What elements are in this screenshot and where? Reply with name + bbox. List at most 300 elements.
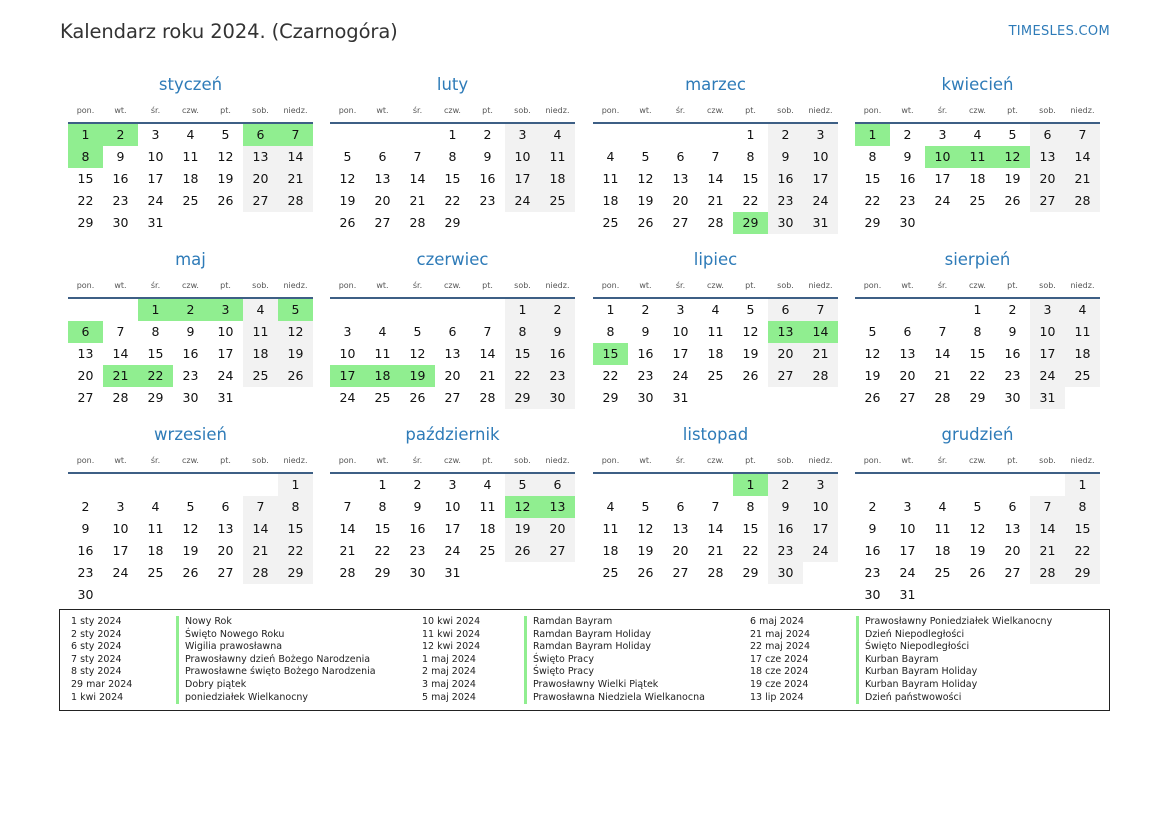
day-cell: 24 — [934, 193, 951, 208]
day-cell: 14 — [707, 521, 724, 536]
weekday-label: czw. — [444, 281, 461, 290]
weekend-day-cell: 19 — [278, 343, 313, 365]
weekend-day-cell: 3 — [1030, 299, 1065, 321]
day-grid — [330, 124, 575, 234]
month-name: październik — [405, 425, 500, 444]
day-cell: 1 — [378, 477, 387, 492]
weekend-day-cell: 24 — [505, 190, 540, 212]
day-grid — [68, 474, 313, 606]
empty-cell — [628, 124, 663, 146]
day-cell: 15 — [374, 521, 391, 536]
day-cell: 24 — [112, 565, 129, 580]
day-cell: 24 — [444, 543, 461, 558]
day-grid — [593, 474, 838, 584]
day-cell: 19 — [1004, 171, 1021, 186]
legend-item — [750, 692, 1169, 705]
legend-date: 12 kwi 2024 — [422, 641, 481, 653]
weekend-day-cell: 27 — [540, 540, 575, 562]
day-cell: 3 — [448, 477, 457, 492]
weekday-label: śr. — [150, 456, 161, 465]
day-cell: 16 — [112, 171, 129, 186]
day-cell: 25 — [934, 565, 951, 580]
day-cell: 6 — [378, 149, 387, 164]
legend-item — [750, 616, 1169, 629]
day-grid — [593, 299, 838, 409]
weekday-label: śr. — [937, 281, 948, 290]
day-cell: 8 — [746, 499, 755, 514]
weekday-label: czw. — [707, 106, 724, 115]
legend-holiday-name: Ramdan Bayram — [524, 616, 612, 629]
legend-holiday-name: Prawosławny Poniedziałek Wielkanocny — [856, 616, 1052, 629]
day-cell: 28 — [707, 215, 724, 230]
weekend-day-cell: 28 — [1065, 190, 1100, 212]
day-cell: 16 — [77, 543, 94, 558]
weekday-header — [68, 104, 313, 124]
weekday-label: śr. — [150, 281, 161, 290]
day-cell: 26 — [637, 215, 654, 230]
day-cell: 2 — [483, 127, 492, 142]
empty-cell — [138, 474, 173, 496]
day-cell: 20 — [899, 368, 916, 383]
day-cell: 15 — [444, 171, 461, 186]
weekend-day-cell: 11 — [1065, 321, 1100, 343]
weekday-label: pon. — [338, 106, 357, 115]
weekday-label: niedz. — [808, 281, 833, 290]
day-cell: 13 — [77, 346, 94, 361]
month-name: listopad — [682, 425, 749, 444]
day-cell: 2 — [868, 499, 877, 514]
empty-cell — [365, 124, 400, 146]
month-name: czerwiec — [416, 250, 489, 269]
empty-cell — [400, 299, 435, 321]
weekend-day-cell: 27 — [768, 365, 803, 387]
weekday-label: niedz. — [545, 281, 570, 290]
weekday-label: sob. — [514, 281, 531, 290]
legend-holiday-name: Święto Pracy — [524, 666, 594, 679]
day-cell: 6 — [676, 149, 685, 164]
day-cell: 16 — [1004, 346, 1021, 361]
day-cell: 13 — [444, 346, 461, 361]
day-cell: 28 — [409, 215, 426, 230]
weekday-label: pt. — [745, 106, 756, 115]
day-cell: 11 — [479, 499, 496, 514]
weekday-header — [593, 454, 838, 474]
day-cell: 12 — [742, 324, 759, 339]
weekday-label: czw. — [182, 281, 199, 290]
legend-date: 8 sty 2024 — [71, 666, 122, 678]
day-cell: 28 — [112, 390, 129, 405]
day-cell: 20 — [217, 543, 234, 558]
weekday-label: niedz. — [808, 106, 833, 115]
weekday-label: śr. — [675, 456, 686, 465]
weekend-day-cell: 13 — [243, 146, 278, 168]
legend-holiday-name: Ramdan Bayram Holiday — [524, 629, 651, 642]
day-cell: 26 — [969, 565, 986, 580]
day-cell: 7 — [116, 324, 125, 339]
day-cell: 8 — [448, 149, 457, 164]
legend-item — [71, 629, 447, 642]
day-cell: 10 — [112, 521, 129, 536]
day-cell: 30 — [637, 390, 654, 405]
holiday-day-cell: 5 — [278, 299, 313, 321]
day-cell: 18 — [707, 346, 724, 361]
weekend-day-cell: 23 — [768, 190, 803, 212]
weekend-day-cell: 21 — [278, 168, 313, 190]
weekday-label: sob. — [252, 456, 269, 465]
legend-item — [750, 666, 1169, 679]
day-cell: 26 — [409, 390, 426, 405]
day-cell: 21 — [707, 543, 724, 558]
day-cell: 2 — [81, 499, 90, 514]
day-cell: 2 — [903, 127, 912, 142]
day-cell: 16 — [479, 171, 496, 186]
empty-cell — [365, 299, 400, 321]
weekday-label: czw. — [969, 456, 986, 465]
legend-item — [71, 679, 447, 692]
legend-date: 22 maj 2024 — [750, 641, 811, 653]
day-cell: 24 — [339, 390, 356, 405]
empty-cell — [243, 474, 278, 496]
day-cell: 18 — [602, 543, 619, 558]
day-cell: 29 — [864, 215, 881, 230]
day-cell: 5 — [641, 499, 650, 514]
weekday-header — [855, 454, 1100, 474]
weekend-day-cell: 10 — [803, 146, 838, 168]
month-block — [330, 248, 575, 409]
day-grid — [855, 299, 1100, 409]
day-cell: 3 — [343, 324, 352, 339]
day-cell: 9 — [483, 149, 492, 164]
month-name: sierpień — [944, 250, 1011, 269]
holiday-day-cell: 7 — [278, 124, 313, 146]
day-cell: 3 — [116, 499, 125, 514]
day-cell: 1 — [746, 127, 755, 142]
day-cell: 19 — [182, 543, 199, 558]
weekday-label: pon. — [76, 456, 95, 465]
weekend-day-cell: 29 — [278, 562, 313, 584]
day-cell: 14 — [934, 346, 951, 361]
day-cell: 16 — [637, 346, 654, 361]
day-cell: 9 — [413, 499, 422, 514]
day-cell: 5 — [868, 324, 877, 339]
weekday-label: wt. — [376, 281, 389, 290]
day-cell: 30 — [182, 390, 199, 405]
weekday-label: pt. — [1007, 281, 1018, 290]
day-cell: 12 — [409, 346, 426, 361]
weekday-label: sob. — [252, 106, 269, 115]
weekday-header — [68, 279, 313, 299]
empty-cell — [890, 299, 925, 321]
legend-item — [71, 654, 447, 667]
holiday-day-cell: 19 — [400, 365, 435, 387]
day-cell: 8 — [868, 149, 877, 164]
day-cell: 1 — [448, 127, 457, 142]
weekend-day-cell: 8 — [1065, 496, 1100, 518]
weekday-label: pt. — [1007, 456, 1018, 465]
weekday-label: wt. — [639, 106, 652, 115]
weekday-label: niedz. — [283, 106, 308, 115]
weekend-day-cell: 9 — [768, 146, 803, 168]
day-cell: 23 — [864, 565, 881, 580]
day-cell: 22 — [602, 368, 619, 383]
empty-cell — [925, 299, 960, 321]
day-cell: 31 — [444, 565, 461, 580]
day-cell: 23 — [112, 193, 129, 208]
day-cell: 23 — [479, 193, 496, 208]
day-cell: 9 — [81, 521, 90, 536]
weekend-day-cell: 2 — [768, 124, 803, 146]
day-cell: 10 — [339, 346, 356, 361]
weekday-label: pon. — [601, 281, 620, 290]
weekday-label: niedz. — [283, 281, 308, 290]
day-cell: 6 — [903, 324, 912, 339]
weekend-day-cell: 4 — [1065, 299, 1100, 321]
day-cell: 10 — [444, 499, 461, 514]
weekend-day-cell: 16 — [768, 518, 803, 540]
day-cell: 5 — [973, 499, 982, 514]
weekend-day-cell: 30 — [768, 212, 803, 234]
weekend-day-cell: 26 — [505, 540, 540, 562]
weekday-label: czw. — [182, 106, 199, 115]
legend-holiday-name: Święto Niepodległości — [856, 641, 969, 654]
day-cell: 7 — [711, 499, 720, 514]
weekend-day-cell: 10 — [505, 146, 540, 168]
legend-holiday-name: Prawosławny Wielki Piątek — [524, 679, 658, 692]
legend-item — [71, 641, 447, 654]
empty-cell — [925, 474, 960, 496]
weekday-label: sob. — [777, 106, 794, 115]
legend-date: 13 lip 2024 — [750, 691, 804, 703]
day-cell: 27 — [77, 390, 94, 405]
day-cell: 8 — [606, 324, 615, 339]
day-cell: 18 — [147, 543, 164, 558]
day-cell: 26 — [217, 193, 234, 208]
holiday-legend — [59, 609, 1110, 711]
day-cell: 23 — [1004, 368, 1021, 383]
day-cell: 11 — [182, 149, 199, 164]
weekday-label: sob. — [1039, 106, 1056, 115]
holiday-day-cell: 21 — [103, 365, 138, 387]
day-cell: 26 — [637, 565, 654, 580]
day-cell: 6 — [676, 499, 685, 514]
day-cell: 14 — [112, 346, 129, 361]
day-cell: 2 — [641, 302, 650, 317]
weekday-label: pon. — [863, 106, 882, 115]
day-cell: 22 — [444, 193, 461, 208]
weekday-header — [855, 279, 1100, 299]
weekday-label: pt. — [745, 281, 756, 290]
day-cell: 4 — [151, 499, 160, 514]
day-cell: 11 — [602, 521, 619, 536]
weekday-header — [330, 279, 575, 299]
weekend-day-cell: 28 — [803, 365, 838, 387]
day-cell: 22 — [374, 543, 391, 558]
month-block — [855, 423, 1100, 606]
weekend-day-cell: 19 — [505, 518, 540, 540]
legend-date: 1 kwi 2024 — [71, 691, 124, 703]
day-cell: 16 — [899, 171, 916, 186]
month-block — [330, 73, 575, 234]
day-cell: 30 — [1004, 390, 1021, 405]
empty-cell — [330, 299, 365, 321]
weekend-day-cell: 1 — [1065, 474, 1100, 496]
day-cell: 25 — [374, 390, 391, 405]
month-block — [330, 423, 575, 584]
day-cell: 17 — [112, 543, 129, 558]
weekday-label: czw. — [969, 106, 986, 115]
weekend-day-cell: 22 — [278, 540, 313, 562]
day-cell: 27 — [672, 215, 689, 230]
weekday-label: sob. — [514, 106, 531, 115]
day-cell: 19 — [969, 543, 986, 558]
empty-cell — [663, 474, 698, 496]
weekday-label: wt. — [376, 456, 389, 465]
day-cell: 7 — [343, 499, 352, 514]
weekday-label: pon. — [76, 106, 95, 115]
day-cell: 28 — [934, 390, 951, 405]
weekday-label: pon. — [338, 281, 357, 290]
day-cell: 25 — [707, 368, 724, 383]
day-cell: 13 — [672, 521, 689, 536]
day-cell: 4 — [938, 499, 947, 514]
day-cell: 25 — [602, 215, 619, 230]
weekend-day-cell: 21 — [1065, 168, 1100, 190]
day-cell: 26 — [182, 565, 199, 580]
day-cell: 13 — [1004, 521, 1021, 536]
day-cell: 31 — [217, 390, 234, 405]
day-grid — [855, 124, 1100, 234]
weekend-day-cell: 2 — [540, 299, 575, 321]
weekday-label: śr. — [412, 281, 423, 290]
empty-cell — [330, 474, 365, 496]
weekend-day-cell: 1 — [278, 474, 313, 496]
month-block — [68, 248, 313, 409]
day-cell: 11 — [707, 324, 724, 339]
weekday-label: pt. — [482, 281, 493, 290]
day-cell: 5 — [343, 149, 352, 164]
month-block — [855, 73, 1100, 234]
day-grid — [68, 299, 313, 409]
day-cell: 5 — [413, 324, 422, 339]
weekend-day-cell: 3 — [505, 124, 540, 146]
weekend-day-cell: 18 — [540, 168, 575, 190]
weekday-label: sob. — [252, 281, 269, 290]
legend-holiday-name: Prawosławne święto Bożego Narodzenia — [176, 666, 376, 679]
day-cell: 23 — [77, 565, 94, 580]
day-cell: 25 — [147, 565, 164, 580]
day-cell: 20 — [672, 193, 689, 208]
day-cell: 21 — [479, 368, 496, 383]
weekday-label: pt. — [482, 456, 493, 465]
weekday-label: wt. — [639, 456, 652, 465]
weekend-day-cell: 13 — [1030, 146, 1065, 168]
day-cell: 17 — [217, 346, 234, 361]
day-cell: 16 — [409, 521, 426, 536]
day-cell: 27 — [899, 390, 916, 405]
day-cell: 25 — [969, 193, 986, 208]
day-cell: 5 — [1008, 127, 1017, 142]
empty-cell — [698, 124, 733, 146]
weekend-day-cell: 24 — [803, 540, 838, 562]
legend-holiday-name: Prawosławna Niedziela Wielkanocna — [524, 692, 705, 705]
weekend-day-cell: 20 — [243, 168, 278, 190]
day-cell: 24 — [217, 368, 234, 383]
weekend-day-cell: 25 — [540, 190, 575, 212]
weekend-day-cell: 10 — [1030, 321, 1065, 343]
weekday-header — [855, 104, 1100, 124]
day-cell: 30 — [77, 587, 94, 602]
weekday-label: niedz. — [283, 456, 308, 465]
holiday-day-cell: 13 — [768, 321, 803, 343]
legend-holiday-name: Wigilia prawosławna — [176, 641, 282, 654]
day-cell: 11 — [147, 521, 164, 536]
legend-date: 5 maj 2024 — [422, 691, 476, 703]
weekend-day-cell: 14 — [1065, 146, 1100, 168]
legend-holiday-name: Nowy Rok — [176, 616, 232, 629]
brand-link[interactable]: TIMESLES.COM — [1008, 24, 1110, 39]
day-cell: 6 — [448, 324, 457, 339]
day-cell: 26 — [864, 390, 881, 405]
day-cell: 15 — [969, 346, 986, 361]
weekday-label: pon. — [601, 106, 620, 115]
weekend-day-cell: 25 — [243, 365, 278, 387]
weekend-day-cell: 3 — [803, 124, 838, 146]
day-grid — [330, 474, 575, 584]
weekend-day-cell: 28 — [278, 190, 313, 212]
day-cell: 11 — [374, 346, 391, 361]
day-cell: 22 — [742, 543, 759, 558]
day-cell: 10 — [147, 149, 164, 164]
weekday-label: śr. — [937, 456, 948, 465]
weekend-day-cell: 7 — [1065, 124, 1100, 146]
day-cell: 9 — [868, 521, 877, 536]
day-cell: 9 — [116, 149, 125, 164]
weekday-label: pt. — [220, 281, 231, 290]
weekend-day-cell: 3 — [803, 474, 838, 496]
day-cell: 27 — [444, 390, 461, 405]
day-cell: 23 — [409, 543, 426, 558]
day-cell: 14 — [409, 171, 426, 186]
day-cell: 27 — [374, 215, 391, 230]
month-name: styczeń — [158, 75, 223, 94]
holiday-day-cell: 1 — [138, 299, 173, 321]
legend-holiday-name: poniedziałek Wielkanocny — [176, 692, 308, 705]
day-cell: 13 — [374, 171, 391, 186]
day-cell: 10 — [672, 324, 689, 339]
weekday-label: pon. — [76, 281, 95, 290]
day-cell: 8 — [151, 324, 160, 339]
day-cell: 5 — [641, 149, 650, 164]
day-cell: 19 — [637, 193, 654, 208]
day-cell: 2 — [1008, 302, 1017, 317]
day-cell: 28 — [479, 390, 496, 405]
weekday-label: sob. — [1039, 281, 1056, 290]
weekday-label: wt. — [376, 106, 389, 115]
day-cell: 23 — [182, 368, 199, 383]
holiday-day-cell: 12 — [505, 496, 540, 518]
holiday-day-cell: 1 — [733, 474, 768, 496]
weekend-day-cell: 8 — [505, 321, 540, 343]
day-cell: 18 — [602, 193, 619, 208]
weekend-day-cell: 29 — [505, 387, 540, 409]
weekend-day-cell: 17 — [803, 518, 838, 540]
day-cell: 21 — [707, 193, 724, 208]
day-cell: 4 — [483, 477, 492, 492]
weekday-label: pt. — [220, 456, 231, 465]
day-cell: 26 — [742, 368, 759, 383]
day-cell: 31 — [899, 587, 916, 602]
weekday-label: wt. — [114, 106, 127, 115]
